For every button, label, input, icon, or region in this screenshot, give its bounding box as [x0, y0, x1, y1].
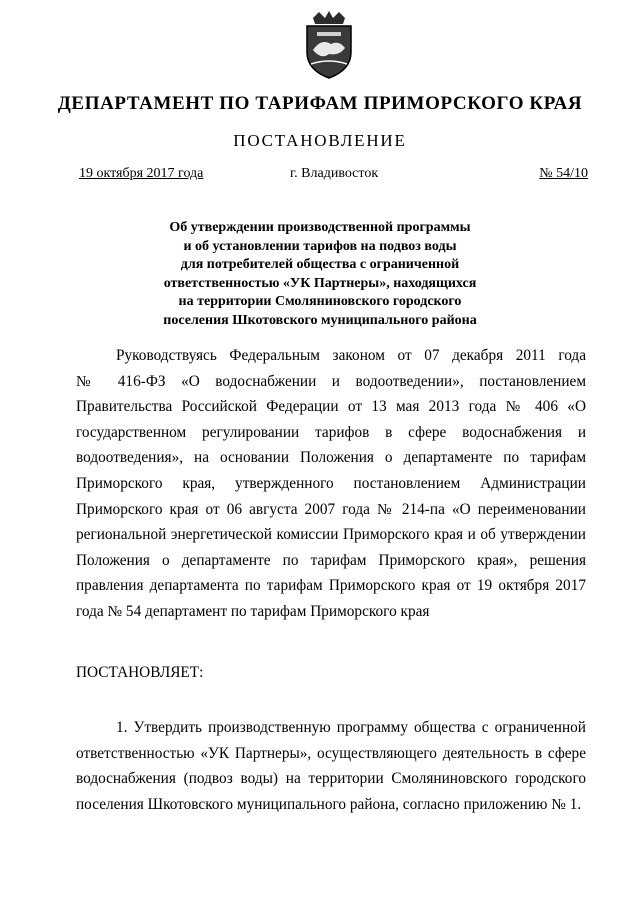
preamble-line: № 416-ФЗ «О водоснабжении и водоотведении», постановлением [76, 372, 586, 390]
subject-line: и об установлении тарифов на подвоз воды [183, 238, 457, 254]
preamble-line: правления департамента по тарифам Приморского края от 19 октября 2017 [76, 577, 586, 595]
item-line: водоснабжения (подвоз воды) на территории Смоляниновского городского [76, 770, 586, 788]
preamble-line: Приморского края, утвержденного постановлением Администрации [76, 474, 586, 492]
document-city: г. Владивосток [290, 166, 379, 181]
document-date: 19 октября 2017 года [79, 166, 204, 181]
preamble-line: водоотведения», на основании Положения о департаменте по тарифам [76, 449, 586, 467]
preamble-line: года № 54 департамент по тарифам Приморского края [76, 602, 430, 620]
department-title: ДЕПАРТАМЕНТ ПО ТАРИФАМ ПРИМОРСКОГО КРАЯ [57, 93, 583, 114]
subject-line: Об утверждении производственной программы [169, 220, 471, 235]
subject-line: поселения Шкотовского муниципального района [163, 312, 477, 328]
document-subject [120, 219, 520, 331]
coat-of-arms-emblem [303, 10, 355, 80]
preamble-paragraph [76, 343, 586, 625]
item-line: ответственностью «УК Партнеры», осуществляющего деятельность в сфере [76, 744, 586, 762]
preamble-line: Положения о департаменте по тарифам Приморского края», решения [76, 551, 586, 569]
document-type: ПОСТАНОВЛЕНИЕ [233, 131, 407, 150]
preamble-line: Руководствуясь Федеральным законом от 07 декабря 2011 года [116, 347, 586, 364]
preamble-line: Правительства Российской Федерации от 13 мая 2013 года № 406 «О [76, 398, 586, 416]
subject-line: ответственностью «УК Партнеры», находящихся [163, 275, 477, 291]
document-number: № 54/10 [539, 166, 588, 181]
decree-word: ПОСТАНОВЛЯЕТ: [76, 664, 204, 681]
subject-line: на территории Смоляниновского городского [178, 294, 462, 310]
preamble-line: государственном регулировании тарифов в сфере водоснабжения и [76, 423, 586, 441]
subject-line: для потребителей общества с ограниченной [180, 257, 460, 273]
item-line: поселения Шкотовского муниципального района, согласно приложению № 1. [76, 795, 582, 813]
item-line: 1. Утвердить производственную программу общества с ограниченной [116, 719, 586, 736]
preamble-line: Приморского края от 06 августа 2007 года № 214-па «О переименовании [76, 500, 586, 518]
preamble-line: региональной энергетической комиссии Приморского края и об утверждении [76, 526, 586, 544]
item-1-paragraph [76, 715, 586, 817]
